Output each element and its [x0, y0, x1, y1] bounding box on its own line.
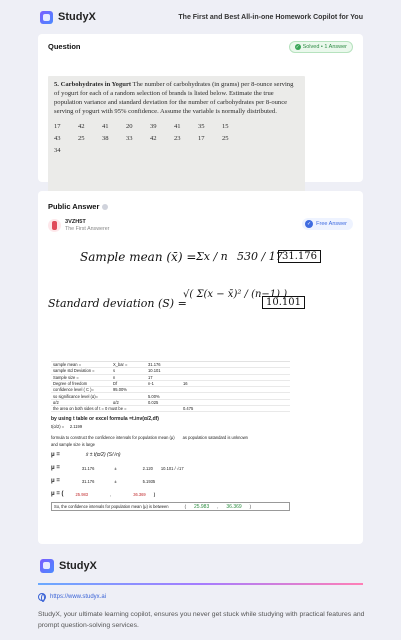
mu-symbol: μ =: [51, 478, 60, 485]
interval-high: 36.369: [133, 491, 146, 497]
calc-row-b: [51, 476, 290, 486]
mu-symbol: μ =: [51, 465, 60, 472]
hw-mean-formula: Σx / n: [196, 250, 228, 263]
free-answer-label: Free Answer: [316, 221, 347, 227]
conclusion-open: (: [184, 504, 186, 510]
excel-cell: 5.00%: [148, 393, 160, 399]
calc-a-se: 10.101 / √17: [160, 465, 184, 471]
calc-a-t: 2.120: [142, 465, 153, 471]
excel-cell: 95.00%: [113, 387, 127, 393]
hw-sd-formula: √( Σ(x − x̄)² / (n−1) ): [183, 289, 288, 300]
verified-icon: ✓: [307, 221, 312, 227]
studyx-logo[interactable]: [40, 11, 96, 24]
answer-title: [48, 202, 108, 211]
excel-cell: α/2: [53, 399, 59, 405]
interval-low: 25.983: [75, 491, 89, 497]
solved-badge-label: Solved • 1 Answer: [302, 44, 347, 50]
excel-grid: [51, 361, 290, 412]
excel-cell: 10.101: [148, 368, 161, 374]
avatar: [48, 219, 61, 232]
data-value: 17: [198, 135, 205, 142]
interval-close: ): [153, 491, 156, 497]
data-value: 42: [78, 123, 85, 130]
calc-a-mean: 31.176: [81, 465, 95, 471]
conclusion-text: So, the confidence intervals for population mean (μ) is between: [54, 504, 169, 510]
excel-cell: 0.475: [183, 406, 194, 412]
data-value: 35: [198, 123, 205, 130]
hw-sd-label: Standard deviation (S) =: [48, 297, 187, 310]
excel-cell: sample std Deviation =: [53, 368, 95, 374]
footer-description: StudyX, your ultimate learning copilot, ensures you never get stuck while studying with practical features and prompt question-solving services.: [38, 611, 365, 629]
problem-heading: Carbohydrates in Yogurt: [60, 81, 132, 88]
excel-solution: [51, 361, 290, 527]
solved-badge: [289, 41, 353, 53]
ci-formula: x̄ ± t(α/2) (S/√n): [85, 452, 121, 459]
user-role: The First Answerer: [65, 226, 110, 232]
data-value: 42: [150, 135, 157, 142]
question-card: [38, 34, 363, 182]
data-value: 41: [174, 123, 181, 130]
calc-a-pm: ±: [114, 465, 117, 471]
globe-icon: [38, 593, 46, 601]
conclusion-low: 25.983: [193, 503, 210, 510]
excel-cell: s: [113, 368, 116, 374]
excel-cell: α/2: [113, 399, 119, 405]
problem-number: 5.: [54, 81, 59, 88]
excel-cell: n: [113, 374, 116, 380]
hw-mean-result: 31.176: [278, 250, 321, 263]
formula-row: [51, 450, 290, 460]
excel-cell: Degree of freedom: [53, 381, 88, 387]
data-value: 23: [174, 135, 181, 142]
mu-symbol: μ = (: [51, 491, 64, 498]
excel-cell: Df: [113, 381, 118, 387]
user-name: 3VZH5T: [65, 219, 86, 225]
question-title: Question: [48, 42, 81, 51]
logo-text: StudyX: [58, 11, 96, 23]
conclusion-close: ): [249, 504, 252, 510]
excel-cell: sample mean =: [53, 362, 82, 368]
conclusion-high: 36.369: [226, 503, 242, 510]
hw-sd-result: 10.101: [262, 296, 305, 309]
excel-row: [51, 406, 290, 412]
formula-note-row: [51, 435, 290, 440]
t-value-row: [51, 424, 290, 429]
t-value: 2.1199: [69, 424, 83, 430]
data-value: 15: [222, 123, 229, 130]
footer-logo-text: StudyX: [59, 560, 97, 572]
interval-row: [51, 489, 290, 499]
excel-cell: n-1: [148, 381, 154, 387]
formula-note: formula to construct the confidence intervals for population mean (μ): [51, 435, 175, 441]
excel-cell: so significance level (α)=: [53, 393, 99, 399]
calc-b-margin: 5.1935: [142, 478, 156, 484]
check-icon: ✓: [295, 44, 300, 49]
excel-cell: confidence level ( C )=: [53, 387, 94, 393]
excel-cell: the area on both sides of t = 0 must be =: [53, 406, 127, 412]
excel-cell: X_bar =: [113, 362, 128, 368]
footer-url-link[interactable]: [38, 593, 106, 601]
problem-text: The number of carbohydrates (in grams) per 8-ounce serving of yogurt for each of a random selection of brands is listed below. Estimate the true population variance and standard deviation for the number of carbohydrates per 8-ounce serving of yogurt with 95% confidence. Assume the variable is normally distributed.: [54, 81, 294, 115]
data-value: 38: [102, 135, 109, 142]
data-value: 25: [222, 135, 229, 142]
footer-url[interactable]: https://www.studyx.ai: [50, 594, 107, 600]
conclusion-comma: ,: [217, 504, 219, 510]
data-value: 34: [54, 147, 61, 154]
data-value: 20: [126, 123, 133, 130]
footer-divider: [38, 583, 363, 585]
t-value-label: t(α/2) =: [51, 424, 65, 430]
data-values: [54, 121, 299, 157]
formula-note-2: as population satandard is unknown: [182, 435, 248, 441]
excel-cell: 0.025: [148, 399, 159, 405]
conclusion-row: [51, 502, 290, 511]
excel-cell: 16: [183, 381, 188, 387]
answer-title-text: Public Answer: [48, 202, 100, 211]
top-header: [0, 0, 401, 34]
formula-note-3: and sample size is large: [51, 442, 95, 448]
header-tagline: The First and Best All-in-one Homework Copilot for You: [178, 13, 363, 21]
data-value: 39: [150, 123, 157, 130]
footer-logo[interactable]: [40, 559, 97, 573]
excel-cell: 31.176: [148, 362, 161, 368]
data-value: 25: [78, 135, 85, 142]
free-answer-badge: [302, 218, 353, 230]
t-table-heading: by using t table or excel formula =t.inv(α/2,df): [51, 416, 159, 423]
hw-mean-sub: 530 / 17: [237, 250, 283, 263]
question-image: [48, 76, 305, 206]
studyx-logo-icon: [40, 559, 54, 573]
mu-symbol: μ =: [51, 452, 60, 459]
question-text: [54, 80, 299, 116]
excel-cell: 17: [148, 374, 153, 380]
calc-b-pm: ±: [114, 478, 117, 484]
excel-cell: Sample size =: [53, 374, 79, 380]
data-value: 33: [126, 135, 133, 142]
hw-mean-label: Sample mean (x̄) =: [80, 250, 197, 264]
data-value: 43: [54, 135, 61, 142]
info-icon[interactable]: [102, 204, 108, 210]
calc-b-mean: 31.176: [81, 478, 95, 484]
data-value: 17: [54, 123, 61, 130]
calc-row-a: [51, 463, 290, 473]
interval-comma: ,: [110, 491, 112, 497]
data-value: 41: [102, 123, 109, 130]
studyx-logo-icon: [40, 11, 53, 24]
